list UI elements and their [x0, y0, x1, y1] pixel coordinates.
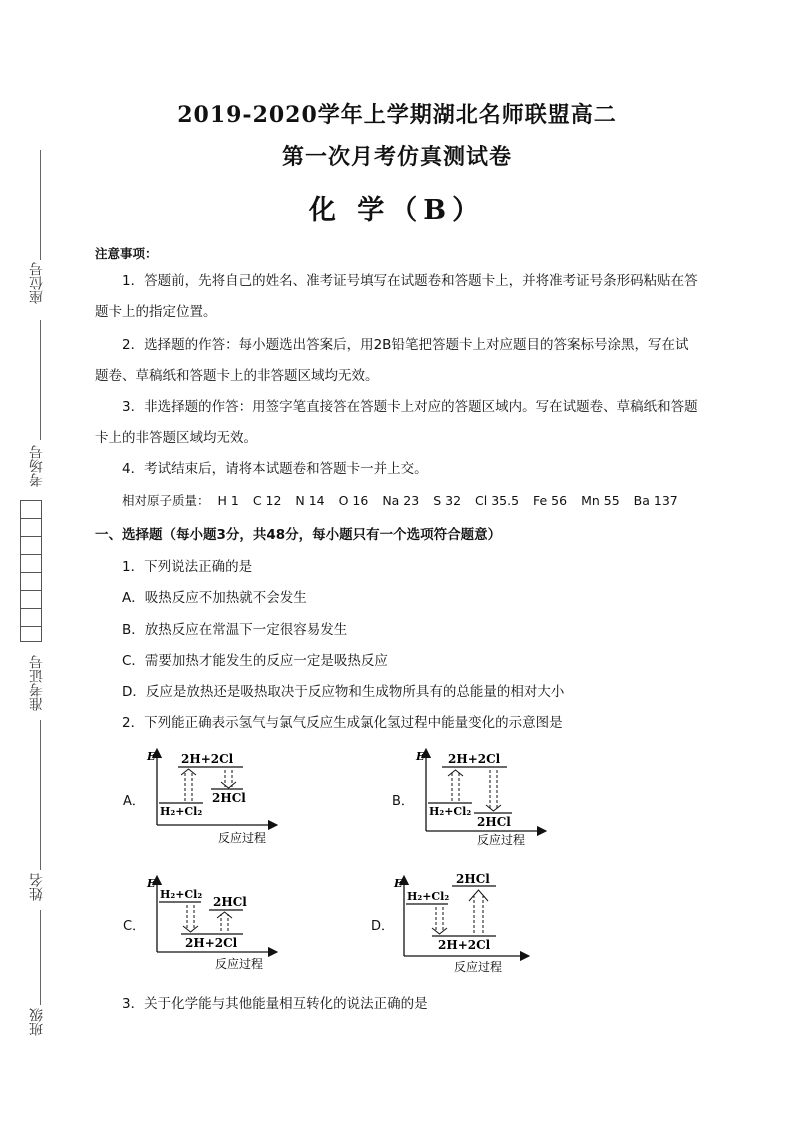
atomic-mass-label: 相对原子质量： — [122, 493, 210, 508]
class-label: 班级 — [29, 1008, 45, 1036]
ticket-number-label: 准考证号 — [29, 655, 45, 711]
x-axis-label: 反应过程 — [218, 831, 267, 845]
seat-number-label: 座位号 — [29, 262, 45, 304]
reactants-level-label: H₂+Cl₂ — [429, 805, 472, 818]
ticket-number-boxes — [20, 500, 42, 642]
exam-room-label: 考场号 — [29, 445, 45, 487]
atomic-mass-value: O 16 — [338, 493, 369, 508]
y-axis-label: E — [394, 877, 403, 890]
margin-line — [40, 320, 41, 440]
q1-option-b: B．放热反应在常温下一定很容易发生 — [122, 622, 348, 638]
atomic-mass-value: S 32 — [433, 493, 462, 508]
energy-diagram-d — [390, 872, 535, 977]
product-level-label: 2HCl — [212, 791, 246, 805]
atomic-mass-value: Mn 55 — [581, 493, 620, 508]
reactants-level-label: H₂+Cl₂ — [407, 890, 450, 903]
y-axis-label: E — [416, 750, 425, 763]
exam-title-line1: 2019-2020学年上学期湖北名师联盟高二 — [177, 102, 617, 128]
subject-title: 化 学（B） — [308, 195, 486, 226]
atomic-mass-value: Cl 35.5 — [475, 493, 520, 508]
question-3-stem: 3．关于化学能与其他能量相互转化的说法正确的是 — [122, 996, 428, 1012]
energy-diagram-c — [143, 872, 283, 977]
atoms-level-label: 2H+2Cl — [185, 936, 238, 950]
product-level-label: 2HCl — [456, 872, 490, 886]
notice-item-2: 2．选择题的作答：每小题选出答案后，用2B铅笔把答题卡上对应题目的答案标号涂黑，写在试题卷、草稿纸和答题卡上的非答题区域均无效。 — [95, 337, 689, 384]
margin-line — [40, 910, 41, 1005]
atomic-mass-value: N 14 — [295, 493, 325, 508]
notice-item-3: 3．非选择题的作答：用签字笔直接答在答题卡上对应的答题区域内。写在试题卷、草稿纸和答题卡上的非答题区域均无效。 — [95, 399, 698, 446]
question-1-stem: 1．下列说法正确的是 — [122, 559, 253, 575]
name-label: 姓名 — [29, 873, 45, 901]
x-axis-label: 反应过程 — [454, 960, 503, 974]
product-level-label: 2HCl — [477, 815, 511, 829]
atomic-mass-value: Fe 56 — [533, 493, 568, 508]
energy-diagram-a — [143, 745, 283, 850]
atomic-mass-line — [122, 491, 688, 509]
q1-option-d: D．反应是放热还是吸热取决于反应物和生成物所具有的总能量的相对大小 — [122, 684, 565, 700]
atomic-mass-value: Na 23 — [382, 493, 420, 508]
y-axis-label: E — [147, 877, 156, 890]
q2-option-c-label: C． — [123, 919, 146, 934]
question-2-stem: 2．下列能正确表示氢气与氯气反应生成氯化氢过程中能量变化的示意图是 — [122, 715, 563, 731]
reactants-level-label: H₂+Cl₂ — [160, 888, 203, 901]
exam-title-line2: 第一次月考仿真测试卷 — [281, 144, 512, 170]
q2-option-d-label: D． — [371, 919, 395, 934]
margin-line — [40, 720, 41, 870]
notice-item-4: 4．考试结束后，请将本试题卷和答题卡一并上交。 — [122, 461, 428, 477]
q1-option-a: A．吸热反应不加热就不会发生 — [122, 590, 307, 606]
notice-heading: 注意事项： — [95, 246, 158, 261]
notice-item-1: 1．答题前，先将自己的姓名、准考证号填写在试题卷和答题卡上，并将准考证号条形码粘贴在答题卡上的指定位置。 — [95, 273, 698, 320]
y-axis-label: E — [147, 750, 156, 763]
q1-option-c: C．需要加热才能发生的反应一定是吸热反应 — [122, 653, 388, 669]
energy-diagram-b — [412, 745, 552, 850]
atoms-level-label: 2H+2Cl — [438, 938, 491, 952]
x-axis-label: 反应过程 — [477, 833, 526, 847]
atomic-mass-value: H 1 — [217, 493, 239, 508]
q2-option-b-label: B． — [392, 794, 414, 809]
atomic-mass-value: C 12 — [252, 493, 282, 508]
product-level-label: 2HCl — [213, 895, 247, 909]
atoms-level-label: 2H+2Cl — [181, 752, 234, 766]
q2-option-a-label: A． — [123, 794, 145, 809]
x-axis-label: 反应过程 — [215, 957, 264, 971]
section-title: 一、选择题（每小题3分，共48分，每小题只有一个选项符合题意） — [95, 527, 502, 543]
reactants-level-label: H₂+Cl₂ — [160, 805, 203, 818]
atomic-mass-value: Ba 137 — [633, 493, 678, 508]
atoms-level-label: 2H+2Cl — [448, 752, 501, 766]
